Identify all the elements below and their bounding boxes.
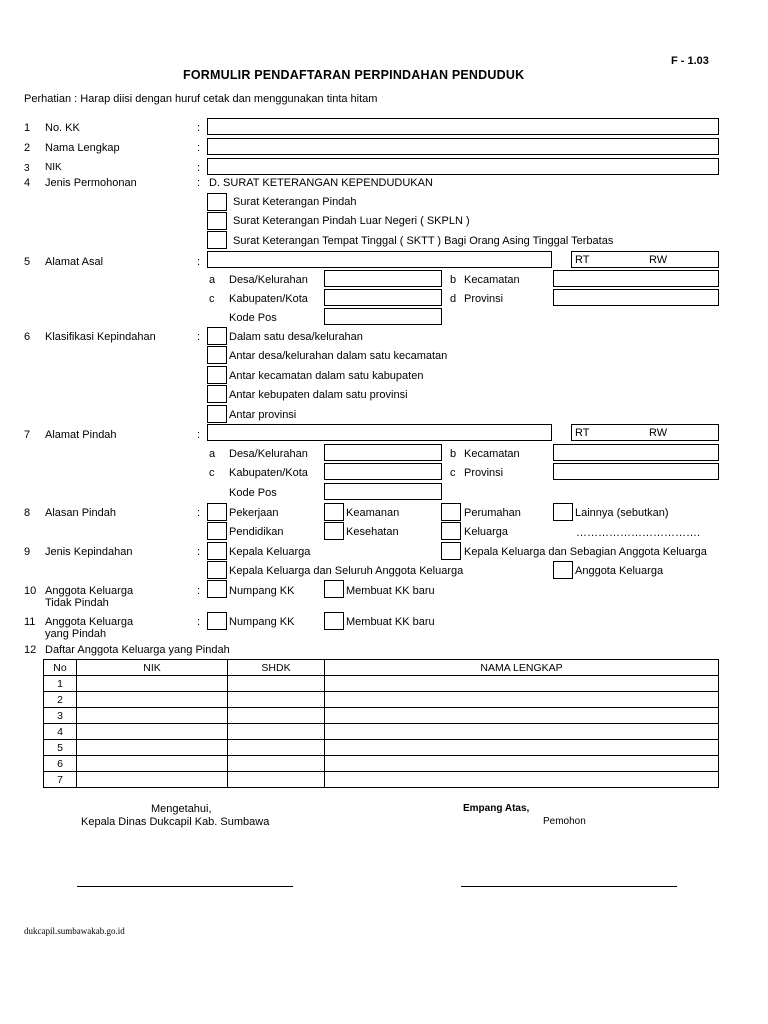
klasifikasi-option-4: Antar kebupaten dalam satu provinsi [229,389,408,401]
kabupaten-kota-label: Kabupaten/Kota [229,293,308,305]
row-number: 4 [44,724,77,740]
pindah-provinsi-field[interactable] [553,463,719,480]
tidak-pindah-baru-label: Membuat KK baru [346,585,435,597]
pindah-kecamatan-field[interactable] [553,444,719,461]
alamat-asal-rt-rw-field[interactable] [571,251,719,268]
kecamatan-label: Kecamatan [464,448,520,460]
row-number: 5 [44,740,77,756]
shdk-cell[interactable] [228,724,325,740]
field-4-number: 4 [24,177,31,189]
colon: : [197,162,201,174]
form-code: F - 1.03 [671,55,709,67]
alamat-pindah-field[interactable] [207,424,552,441]
column-header-nik: NIK [77,660,228,676]
nama-cell[interactable] [325,692,719,708]
field-10-number: 10 [24,585,37,597]
table-row [44,756,719,772]
colon: : [197,177,201,189]
nama-cell[interactable] [325,676,719,692]
field-6-number: 6 [24,331,31,343]
alamat-pindah-rt-rw-field[interactable] [571,424,719,441]
sub-c: c [209,467,215,479]
pindah-kode-pos-field[interactable] [324,483,442,500]
klasifikasi-option-2: Antar desa/kelurahan dalam satu kecamatan [229,350,448,362]
mengetahui-text: Mengetahui, [151,803,212,815]
table-header-row [44,660,719,676]
row-number: 3 [44,708,77,724]
pindah-kabupaten-field[interactable] [324,463,442,480]
klasifikasi-checkbox-2[interactable] [207,346,227,364]
shdk-cell[interactable] [228,740,325,756]
anggota-keluarga-checkbox[interactable] [553,561,573,579]
colon: : [197,142,201,154]
place-text: Empang Atas, [463,803,530,814]
pindah-baru-label: Membuat KK baru [346,616,435,628]
field-8-number: 8 [24,507,31,519]
alamat-asal-label: Alamat Asal [45,256,104,268]
no-kk-field[interactable] [207,118,719,135]
tidak-pindah-baru-checkbox[interactable] [324,580,344,598]
table-row [44,740,719,756]
nik-cell[interactable] [77,676,228,692]
asal-kode-pos-field[interactable] [324,308,442,325]
shdk-cell[interactable] [228,708,325,724]
kk-seluruh-checkbox[interactable] [207,561,227,579]
pemohon-text: Pemohon [543,816,586,827]
alamat-asal-field[interactable] [207,251,552,268]
sub-a: a [209,274,216,286]
row-number: 6 [44,756,77,772]
table-row [44,724,719,740]
asal-kecamatan-field[interactable] [553,270,719,287]
alamat-pindah-label: Alamat Pindah [45,429,117,441]
anggota-tidak-pindah-label-1: Anggota Keluarga [45,585,134,597]
kk-sebagian-checkbox[interactable] [441,542,461,560]
field-1-number: 1 [24,122,31,134]
kepala-keluarga-checkbox[interactable] [207,542,227,560]
skp-checkbox[interactable] [207,193,227,211]
provinsi-label: Provinsi [464,467,504,479]
kk-sebagian-label: Kepala Keluarga dan Sebagian Anggota Keluarga [464,546,707,558]
asal-provinsi-field[interactable] [553,289,719,306]
nama-cell[interactable] [325,724,719,740]
anggota-keluarga-table [43,659,719,788]
nama-lengkap-label: Nama Lengkap [45,142,120,154]
kode-pos-label: Kode Pos [229,312,277,324]
asal-desa-field[interactable] [324,270,442,287]
jenis-permohonan-label: Jenis Permohonan [45,177,137,189]
colon: : [197,331,201,343]
klasifikasi-option-1: Dalam satu desa/kelurahan [229,331,363,343]
rt-label: RT [575,254,590,266]
pindah-numpang-checkbox[interactable] [207,612,227,630]
field-11-number: 11 [24,616,36,628]
kecamatan-label: Kecamatan [464,274,520,286]
page-title: FORMULIR PENDAFTARAN PERPINDAHAN PENDUDUK [183,68,525,82]
nama-lengkap-field[interactable] [207,138,719,155]
pindah-baru-checkbox[interactable] [324,612,344,630]
keamanan-label: Keamanan [346,507,400,519]
tidak-pindah-numpang-checkbox[interactable] [207,580,227,598]
nik-cell[interactable] [77,724,228,740]
kk-seluruh-label: Kepala Keluarga dan Seluruh Anggota Keluarga [229,565,464,577]
nik-label: NIK [45,162,62,173]
perumahan-label: Perumahan [464,507,521,519]
nama-cell[interactable] [325,708,719,724]
nama-cell[interactable] [325,772,719,788]
column-header-no: No [44,660,77,676]
sub-a: a [209,448,216,460]
notice-text: Perhatian : Harap diisi dengan huruf cetak dan menggunakan tinta hitam [24,93,378,105]
no-kk-label: No. KK [45,122,80,134]
field-12-number: 12 [24,644,37,656]
kepala-dinas-text: Kepala Dinas Dukcapil Kab. Sumbawa [81,816,270,828]
alasan-pindah-label: Alasan Pindah [45,507,116,519]
klasifikasi-option-3: Antar kecamatan dalam satu kabupaten [229,370,424,382]
column-header-shdk: SHDK [228,660,325,676]
colon: : [197,585,201,597]
perumahan-checkbox[interactable] [441,503,461,521]
nama-cell[interactable] [325,740,719,756]
shdk-cell[interactable] [228,676,325,692]
colon: : [197,546,201,558]
rw-label: RW [649,427,668,439]
footer-url: dukcapil.sumbawakab.go.id [24,926,125,936]
kode-pos-label: Kode Pos [229,487,277,499]
sktt-checkbox[interactable] [207,231,227,249]
table-row [44,676,719,692]
nik-cell[interactable] [77,756,228,772]
table-row [44,708,719,724]
table-row [44,772,719,788]
lainnya-dotted-line[interactable]: ……………………………. [576,527,701,539]
shdk-cell[interactable] [228,692,325,708]
skp-label: Surat Keterangan Pindah [233,196,357,208]
colon: : [197,256,201,268]
keluarga-label: Keluarga [464,526,509,538]
pemohon-signature-line[interactable] [461,886,677,887]
pindah-desa-field[interactable] [324,444,442,461]
keluarga-checkbox[interactable] [441,522,461,540]
klasifikasi-checkbox-1[interactable] [207,327,227,345]
pendidikan-checkbox[interactable] [207,522,227,540]
sub-b: b [450,448,457,460]
colon: : [197,429,201,441]
nik-field[interactable] [207,158,719,175]
sub-c-provinsi: c [450,467,456,479]
field-2-number: 2 [24,142,31,154]
kepala-dinas-signature-line[interactable] [77,886,293,887]
row-number: 2 [44,692,77,708]
kabupaten-kota-label: Kabupaten/Kota [229,467,308,479]
table-row [44,692,719,708]
nama-cell[interactable] [325,756,719,772]
shdk-cell[interactable] [228,772,325,788]
desa-kelurahan-label: Desa/Kelurahan [229,274,308,286]
keamanan-checkbox[interactable] [324,503,344,521]
pekerjaan-label: Pekerjaan [229,507,279,519]
sktt-label: Surat Keterangan Tempat Tinggal ( SKTT ) Bagi Orang Asing Tinggal Terbatas [233,235,614,247]
anggota-keluarga-label: Anggota Keluarga [575,565,664,577]
field-7-number: 7 [24,429,31,441]
anggota-pindah-label-2: yang Pindah [45,628,107,640]
rw-label: RW [649,254,668,266]
row-number: 7 [44,772,77,788]
shdk-cell[interactable] [228,756,325,772]
lainnya-label: Lainnya (sebutkan) [575,507,669,519]
desa-kelurahan-label: Desa/Kelurahan [229,448,308,460]
klasifikasi-checkbox-4[interactable] [207,385,227,403]
skpln-label: Surat Keterangan Pindah Luar Negeri ( SKPLN ) [233,215,470,227]
column-header-nama-lengkap: NAMA LENGKAP [325,660,719,676]
kepala-keluarga-label: Kepala Keluarga [229,546,311,558]
pekerjaan-checkbox[interactable] [207,503,227,521]
surat-keterangan-heading: D. SURAT KETERANGAN KEPENDUDUKAN [209,177,433,189]
skpln-checkbox[interactable] [207,212,227,230]
jenis-kepindahan-label: Jenis Kepindahan [45,546,133,558]
colon: : [197,122,201,134]
colon: : [197,507,201,519]
pendidikan-label: Pendidikan [229,526,284,538]
field-9-number: 9 [24,546,31,558]
nik-cell[interactable] [77,692,228,708]
klasifikasi-option-5: Antar provinsi [229,409,297,421]
kesehatan-checkbox[interactable] [324,522,344,540]
nik-cell[interactable] [77,708,228,724]
sub-b: b [450,274,457,286]
kesehatan-label: Kesehatan [346,526,399,538]
klasifikasi-checkbox-3[interactable] [207,366,227,384]
nik-cell[interactable] [77,740,228,756]
colon: : [197,616,201,628]
field-5-number: 5 [24,256,31,268]
sub-d: d [450,293,457,305]
klasifikasi-kepindahan-label: Klasifikasi Kepindahan [45,331,156,343]
nik-cell[interactable] [77,772,228,788]
anggota-pindah-label-1: Anggota Keluarga [45,616,134,628]
field-3-number: 3 [24,163,30,174]
klasifikasi-checkbox-5[interactable] [207,405,227,423]
sub-c: c [209,293,215,305]
anggota-tidak-pindah-label-2: Tidak Pindah [45,597,109,609]
lainnya-checkbox[interactable] [553,503,573,521]
pindah-numpang-label: Numpang KK [229,616,295,628]
rt-label: RT [575,427,590,439]
tidak-pindah-numpang-label: Numpang KK [229,585,295,597]
provinsi-label: Provinsi [464,293,504,305]
asal-kabupaten-field[interactable] [324,289,442,306]
daftar-anggota-label: Daftar Anggota Keluarga yang Pindah [45,644,230,656]
row-number: 1 [44,676,77,692]
